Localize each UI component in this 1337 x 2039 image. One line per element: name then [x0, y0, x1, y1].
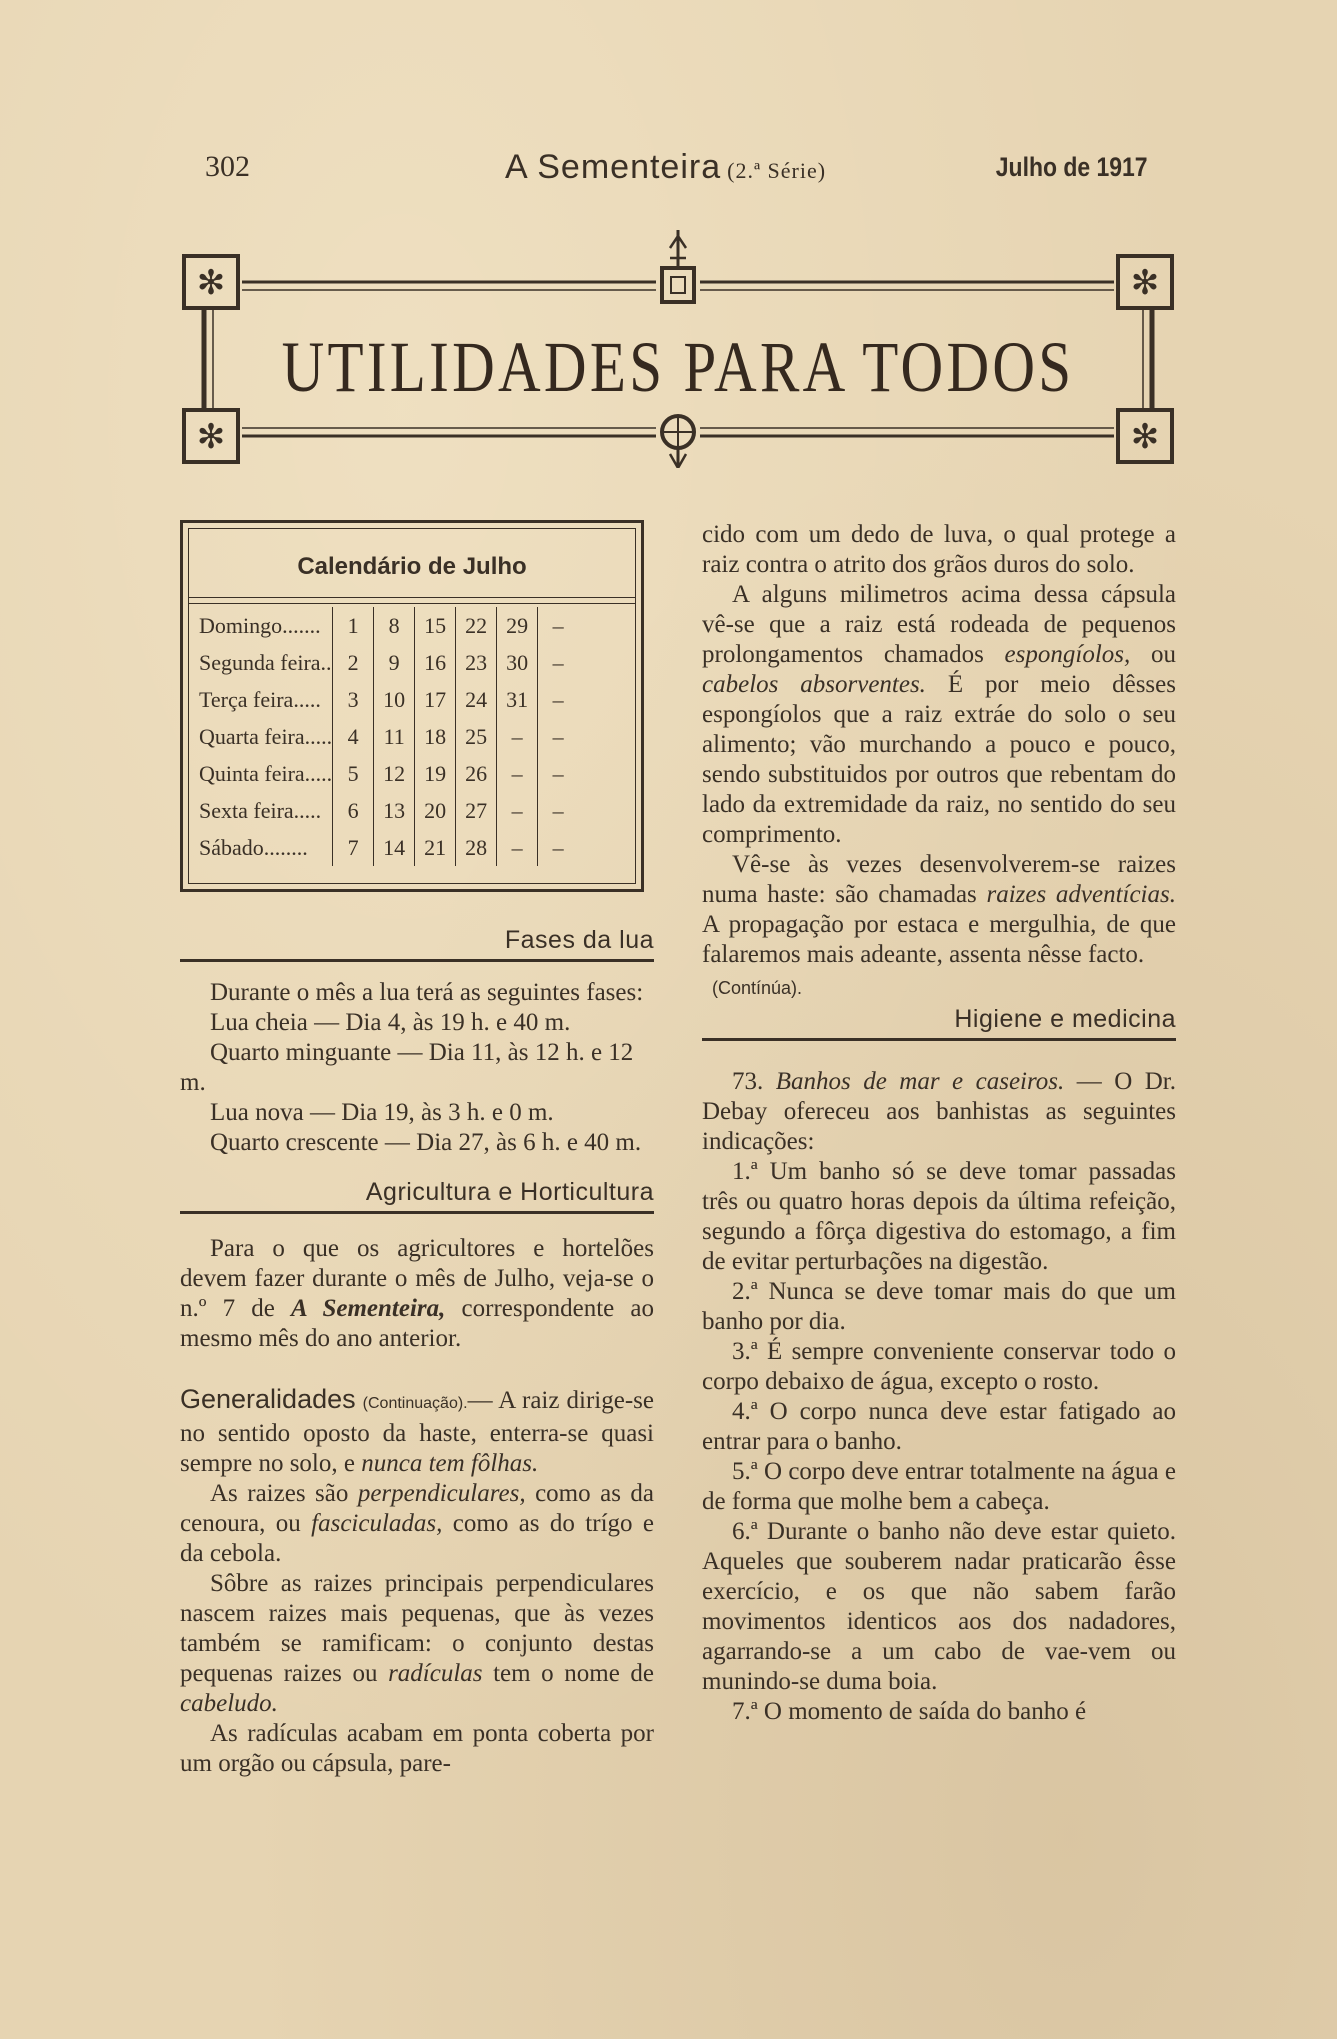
- calendar-rule: [189, 597, 635, 598]
- calendar-day-name: Domingo.......: [199, 612, 321, 638]
- calendar-row: [189, 681, 578, 718]
- italic-text: Banhos de mar e caseiros.: [775, 1068, 1065, 1095]
- moon-intro: Durante o mês a lua terá as seguintes fases:: [210, 979, 644, 1006]
- calendar-day-name: Sábado........: [199, 834, 308, 860]
- text: — A raiz dirige-se no sentido oposto da haste, enterra-se quasi sempre no solo, e: [180, 1387, 654, 1477]
- calendar-date: 22: [456, 607, 497, 644]
- hygiene-intro: [702, 1067, 1176, 1157]
- calendar-table: [180, 520, 644, 892]
- journal-name: A Sementeira: [505, 148, 722, 186]
- corner-star-icon: ✻: [196, 417, 226, 457]
- corner-star-icon: ✻: [196, 263, 226, 303]
- calendar-title: Calendário de Julho: [297, 553, 527, 580]
- text: como as do trígo e da cebola.: [180, 1510, 654, 1567]
- text: Sôbre as raizes principais perpendiculares nascem raizes mais pequenas, que às vezes também se ramificam: o conjunto destas pequenas raizes ou: [180, 1570, 654, 1687]
- calendar-date: –: [538, 644, 579, 681]
- left-column: [180, 520, 654, 1779]
- right-column: [702, 520, 1176, 1727]
- italic-text: fasciculadas,: [311, 1510, 443, 1537]
- calendar-date: 26: [456, 755, 497, 792]
- text: ou: [1130, 641, 1176, 668]
- calendar-row: [189, 755, 578, 792]
- calendar-date: 15: [415, 607, 456, 644]
- calendar-date: 8: [374, 607, 415, 644]
- hygiene-item: 2.ª Nunca se deve tomar mais do que um banho por dia.: [702, 1278, 1176, 1335]
- calendar-date: 6: [333, 792, 374, 829]
- calendar-date: 4: [333, 718, 374, 755]
- text: Vê-se às vezes desenvolverem-se raizes numa haste: são chamadas: [702, 851, 1176, 908]
- hygiene-item: 4.ª O corpo nunca deve estar fatigado ao entrar para o banho.: [702, 1398, 1176, 1455]
- calendar-date: 12: [374, 755, 415, 792]
- text: 73.: [732, 1068, 776, 1095]
- moon-phase: Quarto minguante — Dia 11, às 12 h. e 12 m.: [180, 1039, 634, 1096]
- italic-text: cabeludo.: [180, 1690, 278, 1717]
- generalidades-note: (Continuação).: [362, 1395, 468, 1412]
- hygiene-heading: Higiene e medicina: [702, 1005, 1176, 1041]
- calendar-date: 19: [415, 755, 456, 792]
- calendar-date: 30: [497, 644, 538, 681]
- hygiene-item: 3.ª É sempre conveniente conservar todo o corpo debaixo de água, excepto o rosto.: [702, 1338, 1176, 1395]
- moon-phase: Quarto crescente — Dia 27, às 6 h. e 40 m.: [210, 1129, 642, 1156]
- calendar-day-name: Quinta feira.....: [199, 760, 333, 786]
- running-header: [205, 150, 1148, 194]
- hygiene-item: 7.ª O momento de saída do banho é: [732, 1698, 1087, 1725]
- calendar-date: –: [538, 607, 579, 644]
- calendar-date: 25: [456, 718, 497, 755]
- italic-text: perpendiculares,: [357, 1480, 526, 1507]
- generalidades-paragraph: [180, 1384, 654, 1479]
- paragraph: [180, 1479, 654, 1569]
- paragraph: [702, 580, 1176, 850]
- calendar-date: –: [497, 792, 538, 829]
- corner-star-icon: ✻: [1130, 263, 1160, 303]
- calendar-day-name: Quarta feira.....: [199, 723, 333, 749]
- agriculture-paragraph: [180, 1234, 654, 1354]
- moon-phase: Lua cheia — Dia 4, às 19 h. e 40 m.: [210, 1009, 571, 1036]
- calendar-frame: [188, 528, 636, 884]
- calendar-date: –: [538, 681, 579, 718]
- calendar-date: 17: [415, 681, 456, 718]
- calendar-grid: [189, 607, 578, 866]
- text: correspondente ao mesmo mês do ano anterior.: [180, 1295, 654, 1352]
- moon-phase: Lua nova — Dia 19, às 3 h. e 0 m.: [210, 1099, 554, 1126]
- text: — O Dr. Debay ofereceu aos banhistas as seguintes indicações:: [702, 1068, 1176, 1155]
- calendar-date: –: [538, 792, 579, 829]
- page-number: 302: [205, 150, 250, 183]
- text: A alguns milimetros acima dessa cápsula vê-se que a raiz está rodeada de pequenos prolongamentos chamados: [702, 581, 1176, 668]
- journal-reference: A Sementeira,: [291, 1295, 446, 1322]
- calendar-date: –: [538, 718, 579, 755]
- calendar-date: 10: [374, 681, 415, 718]
- section-banner: [180, 228, 1176, 468]
- calendar-date: 18: [415, 718, 456, 755]
- italic-text: cabelos absorventes.: [702, 671, 926, 698]
- calendar-day-name: Sexta feira.....: [199, 797, 322, 823]
- hygiene-item: 6.ª Durante o banho não deve estar quieto. Aqueles que souberem nadar praticarão êsse exercício, e os que não sabem farão movimentos identicos aos dos nadadores, agarrando-se a um cabo de vae-vem ou munindo-se duma boia.: [702, 1518, 1176, 1695]
- calendar-date: 27: [456, 792, 497, 829]
- calendar-row: [189, 718, 578, 755]
- italic-text: espongíolos,: [1004, 641, 1131, 668]
- calendar-date: 2: [333, 644, 374, 681]
- agriculture-heading: Agricultura e Horticultura: [180, 1178, 654, 1214]
- calendar-row: [189, 829, 578, 866]
- calendar-rule: [189, 603, 635, 604]
- calendar-date: 21: [415, 829, 456, 866]
- paragraph: [180, 1569, 654, 1719]
- calendar-date: 11: [374, 718, 415, 755]
- text: como as da cenoura, ou: [180, 1480, 654, 1537]
- calendar-date: 9: [374, 644, 415, 681]
- paragraph: [702, 850, 1176, 970]
- generalidades-title: Generalidades: [180, 1384, 356, 1414]
- calendar-date: 31: [497, 681, 538, 718]
- continued-note: (Contínúa).: [712, 978, 803, 998]
- text: É por meio dêsses espongíolos que a raiz extráe do solo o seu alimento; vão murchando a pouco e pouco, sendo substituidos por outros que rebentam do lado da extremidade da raiz, no sentido do seu comprimento.: [702, 671, 1176, 848]
- text: As raizes são: [210, 1480, 358, 1507]
- calendar-date: 3: [333, 681, 374, 718]
- calendar-date: –: [538, 755, 579, 792]
- journal-series: (2.ª Série): [727, 158, 827, 183]
- calendar-date: 16: [415, 644, 456, 681]
- hygiene-item: 1.ª Um banho só se deve tomar passadas três ou quatro horas depois da última refeição, segundo a fôrça digestiva do estomago, a fim de evitar perturbações na digestão.: [702, 1158, 1176, 1275]
- calendar-date: –: [497, 755, 538, 792]
- paragraph: As radículas acabam em ponta coberta por um orgão ou cápsula, pare-: [180, 1720, 654, 1777]
- text: tem o nome de: [482, 1660, 654, 1687]
- calendar-date: 24: [456, 681, 497, 718]
- italic-text: radículas: [388, 1660, 483, 1687]
- italic-text: nunca tem fôlhas.: [361, 1450, 539, 1477]
- paragraph: cido com um dedo de luva, o qual protege a raiz contra o atrito dos grãos duros do solo.: [702, 521, 1176, 578]
- calendar-date: 5: [333, 755, 374, 792]
- italic-text: raizes adventícias.: [986, 881, 1176, 908]
- text: Para o que os agricultores e hortelões devem fazer durante o mês de Julho, veja-se o n.º 7 de: [180, 1235, 654, 1322]
- calendar-date: 20: [415, 792, 456, 829]
- calendar-row: [189, 607, 578, 644]
- calendar-date: 13: [374, 792, 415, 829]
- journal-title: [505, 148, 826, 187]
- calendar-row: [189, 644, 578, 681]
- calendar-day-name: Terça feira.....: [199, 686, 321, 712]
- calendar-date: 1: [333, 607, 374, 644]
- calendar-date: 28: [456, 829, 497, 866]
- calendar-date: 23: [456, 644, 497, 681]
- corner-star-icon: ✻: [1130, 417, 1160, 457]
- hygiene-item: 5.ª O corpo deve entrar totalmente na água e de forma que molhe bem a cabeça.: [702, 1458, 1176, 1515]
- issue-date: Julho de 1917: [996, 152, 1148, 182]
- text: A propagação por estaca e mergulhia, de que falaremos mais adeante, assenta nêsse facto.: [702, 911, 1176, 968]
- calendar-date: –: [497, 718, 538, 755]
- calendar-date: 29: [497, 607, 538, 644]
- calendar-date: 7: [333, 829, 374, 866]
- calendar-day-name: Segunda feira..: [199, 649, 332, 675]
- calendar-date: 14: [374, 829, 415, 866]
- calendar-date: –: [538, 829, 579, 866]
- section-title: UTILIDADES PARA TODOS: [281, 327, 1075, 407]
- calendar-row: [189, 792, 578, 829]
- calendar-date: –: [497, 829, 538, 866]
- moon-heading: Fases da lua: [180, 926, 654, 962]
